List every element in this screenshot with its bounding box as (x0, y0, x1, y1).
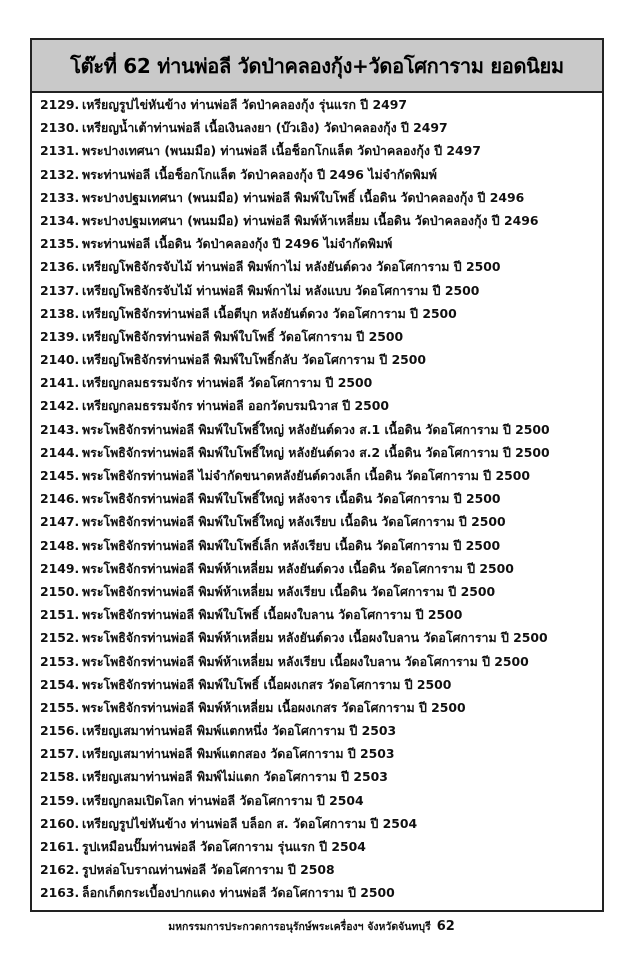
item-text: เหรียญโพธิจักรท่านพ่อลี เนื้อตีบุก หลังยันต์ดวง วัดอโศการาม ปี 2500 (82, 305, 457, 321)
item-text: พระโพธิจักรท่านพ่อลี พิมพ์ใบโพธิ์ เนื้อผงใบลาน วัดอโศการาม ปี 2500 (82, 607, 463, 623)
item-text: เหรียญโพธิจักรจับไม้ ท่านพ่อลี พิมพ์กาไม่ หลังยันต์ดวง วัดอโศการาม ปี 2500 (82, 259, 501, 275)
item-text: พระท่านพ่อลี เนื้อช็อกโกแล็ต วัดป่าคลองกุ้ง ปี 2496 ไม่จำกัดพิมพ์ (82, 166, 437, 182)
item-text: พระโพธิจักรท่านพ่อลี พิมพ์ห้าเหลี่ยม เนื้อผงเกสร วัดอโศการาม ปี 2500 (82, 699, 466, 715)
list-item (40, 93, 598, 116)
item-number: 2153. (40, 653, 80, 669)
list-item (40, 139, 598, 162)
item-text: พระโพธิจักรท่านพ่อลี พิมพ์ใบโพธิ์ใหญ่ หลังยันต์ดวง ส.1 เนื้อดิน วัดอโศการาม ปี 2500 (82, 421, 550, 437)
list-item (40, 650, 598, 673)
item-number: 2130. (40, 120, 80, 136)
item-text: พระโพธิจักรท่านพ่อลี พิมพ์ใบโพธิ์ใหญ่ หลังจาร เนื้อดิน วัดอโศการาม ปี 2500 (82, 491, 501, 507)
item-text: พระโพธิจักรท่านพ่อลี พิมพ์ใบโพธิ์ เนื้อผงเกสร วัดอโศการาม ปี 2500 (82, 676, 452, 692)
item-text: พระโพธิจักรท่านพ่อลี พิมพ์ใบโพธิ์ใหญ่ หลังยันต์ดวง ส.2 เนื้อดิน วัดอโศการาม ปี 2500 (82, 444, 550, 460)
list-item (40, 534, 598, 557)
list-item (40, 116, 598, 139)
item-number: 2135. (40, 236, 80, 252)
page-footer (0, 918, 623, 935)
list-item (40, 371, 598, 394)
list-item (40, 325, 598, 348)
item-number: 2162. (40, 862, 80, 878)
list-item (40, 279, 598, 302)
list-item (40, 394, 598, 417)
item-number: 2150. (40, 583, 80, 599)
item-number: 2154. (40, 676, 80, 692)
item-text: รูปเหมือนปั๊มท่านพ่อลี วัดอโศการาม รุ่นแรก ปี 2504 (82, 839, 366, 854)
item-text: เหรียญโพธิจักรท่านพ่อลี พิมพ์ใบโพธิ์ วัดอโศการาม ปี 2500 (82, 328, 404, 344)
list-item (40, 418, 598, 441)
list-item (40, 858, 598, 881)
list-item (40, 209, 598, 232)
item-number: 2143. (40, 421, 80, 437)
list-item (40, 812, 598, 835)
page-number: 62 (436, 919, 455, 934)
item-number: 2161. (40, 839, 80, 854)
list-item (40, 302, 598, 325)
item-text: เหรียญรูปไข่หันข้าง ท่านพ่อลี บล็อก ส. วัดอโศการาม ปี 2504 (82, 815, 418, 831)
item-text: เหรียญเสมาท่านพ่อลี พิมพ์แตกหนึ่ง วัดอโศการาม ปี 2503 (82, 723, 397, 739)
list-item (40, 441, 598, 464)
title-bar (32, 40, 602, 93)
list-item (40, 348, 598, 371)
item-text: เหรียญเสมาท่านพ่อลี พิมพ์แตกสอง วัดอโศการาม ปี 2503 (82, 746, 395, 762)
item-text: พระโพธิจักรท่านพ่อลี พิมพ์ห้าเหลี่ยม หลังยันต์ดวง เนื้อดิน วัดอโศการาม ปี 2500 (82, 560, 514, 576)
item-number: 2160. (40, 815, 80, 831)
list-item (40, 696, 598, 719)
item-number: 2163. (40, 885, 80, 901)
item-list (40, 93, 598, 905)
list-item (40, 186, 598, 209)
item-number: 2137. (40, 282, 80, 298)
list-item (40, 719, 598, 742)
item-number: 2157. (40, 746, 80, 762)
item-number: 2148. (40, 537, 80, 553)
item-text: เหรียญกลมเปิดโลก ท่านพ่อลี วัดอโศการาม ปี 2504 (82, 792, 364, 808)
item-text: พระปางเทศนา (พนมมือ) ท่านพ่อลี เนื้อช็อกโกแล็ต วัดป่าคลองกุ้ง ปี 2497 (82, 143, 481, 159)
list-item (40, 580, 598, 603)
footer-text: มหกรรมการประกวดการอนุรักษ์พระเครื่องฯ จังหวัดจันทบุรี (168, 921, 431, 933)
item-number: 2144. (40, 444, 80, 460)
item-text: พระปางปฐมเทศนา (พนมมือ) ท่านพ่อลี พิมพ์ใบโพธิ์ เนื้อดิน วัดป่าคลองกุ้ง ปี 2496 (82, 189, 525, 205)
item-number: 2156. (40, 723, 80, 739)
list-item (40, 557, 598, 580)
item-text: พระปางปฐมเทศนา (พนมมือ) ท่านพ่อลี พิมพ์ห้าเหลี่ยม เนื้อดิน วัดป่าคลองกุ้ง ปี 2496 (82, 212, 539, 228)
item-number: 2151. (40, 607, 80, 623)
list-item (40, 487, 598, 510)
item-text: พระท่านพ่อลี เนื้อดิน วัดป่าคลองกุ้ง ปี 2496 ไม่จำกัดพิมพ์ (82, 236, 393, 252)
item-text: พระโพธิจักรท่านพ่อลี พิมพ์ห้าเหลี่ยม หลังยันต์ดวง เนื้อผงใบลาน วัดอโศการาม ปี 2500 (82, 630, 548, 646)
list-item (40, 881, 598, 904)
item-number: 2149. (40, 560, 80, 576)
item-number: 2152. (40, 630, 80, 646)
item-number: 2140. (40, 352, 80, 368)
item-number: 2141. (40, 375, 80, 391)
list-item (40, 673, 598, 696)
item-number: 2136. (40, 259, 80, 275)
item-number: 2131. (40, 143, 80, 159)
list-item (40, 232, 598, 255)
list-item (40, 626, 598, 649)
list-item (40, 163, 598, 186)
item-text: พระโพธิจักรท่านพ่อลี พิมพ์ห้าเหลี่ยม หลังเรียบ เนื้อผงใบลาน วัดอโศการาม ปี 2500 (82, 653, 529, 669)
table-frame (30, 38, 604, 912)
item-text: เหรียญน้ำเต้าท่านพ่อลี เนื้อเงินลงยา (บ๊วเอิง) วัดป่าคลองกุ้ง ปี 2497 (82, 120, 448, 136)
page-title: โต๊ะที่ 62 ท่านพ่อลี วัดป่าคลองกุ้ง+วัดอโศการาม ยอดนิยม (70, 53, 564, 78)
list-item (40, 789, 598, 812)
list-item (40, 255, 598, 278)
list-item (40, 742, 598, 765)
item-text: ล็อกเก็ตกระเบื้องปากแดง ท่านพ่อลี วัดอโศการาม ปี 2500 (82, 885, 395, 901)
item-text: พระโพธิจักรท่านพ่อลี พิมพ์ใบโพธิ์ใหญ่ หลังเรียบ เนื้อดิน วัดอโศการาม ปี 2500 (82, 514, 506, 530)
item-text: เหรียญเสมาท่านพ่อลี พิมพ์ไม่แตก วัดอโศการาม ปี 2503 (82, 769, 388, 785)
item-number: 2147. (40, 514, 80, 530)
item-number: 2132. (40, 166, 80, 182)
item-text: พระโพธิจักรท่านพ่อลี พิมพ์ใบโพธิ์เล็ก หลังเรียบ เนื้อดิน วัดอโศการาม ปี 2500 (82, 537, 501, 553)
list-item (40, 765, 598, 788)
item-text: เหรียญโพธิจักรจับไม้ ท่านพ่อลี พิมพ์กาไม่ หลังแบบ วัดอโศการาม ปี 2500 (82, 282, 480, 298)
item-number: 2133. (40, 189, 80, 205)
item-number: 2139. (40, 328, 80, 344)
item-number: 2138. (40, 305, 80, 321)
item-number: 2146. (40, 491, 80, 507)
list-item (40, 510, 598, 533)
item-number: 2159. (40, 792, 80, 808)
list-item (40, 835, 598, 858)
list-item (40, 603, 598, 626)
item-number: 2129. (40, 97, 80, 112)
item-number: 2155. (40, 699, 80, 715)
item-number: 2142. (40, 398, 80, 414)
item-text: พระโพธิจักรท่านพ่อลี พิมพ์ห้าเหลี่ยม หลังเรียบ เนื้อดิน วัดอโศการาม ปี 2500 (82, 583, 496, 599)
item-text: เหรียญรูปไข่หันข้าง ท่านพ่อลี วัดป่าคลองกุ้ง รุ่นแรก ปี 2497 (82, 97, 407, 112)
item-number: 2158. (40, 769, 80, 785)
item-number: 2134. (40, 212, 80, 228)
item-text: เหรียญกลมธรรมจักร ท่านพ่อลี วัดอโศการาม ปี 2500 (82, 375, 373, 391)
item-text: รูปหล่อโบราณท่านพ่อลี วัดอโศการาม ปี 2508 (82, 862, 335, 878)
list-item (40, 464, 598, 487)
item-text: เหรียญกลมธรรมจักร ท่านพ่อลี ออกวัดบรมนิวาส ปี 2500 (82, 398, 390, 414)
item-number: 2145. (40, 468, 80, 483)
item-text: พระโพธิจักรท่านพ่อลี ไม่จำกัดขนาดหลังยันต์ดวงเล็ก เนื้อดิน วัดอโศการาม ปี 2500 (82, 468, 530, 483)
item-text: เหรียญโพธิจักรท่านพ่อลี พิมพ์ใบโพธิ์กลับ วัดอโศการาม ปี 2500 (82, 352, 427, 368)
